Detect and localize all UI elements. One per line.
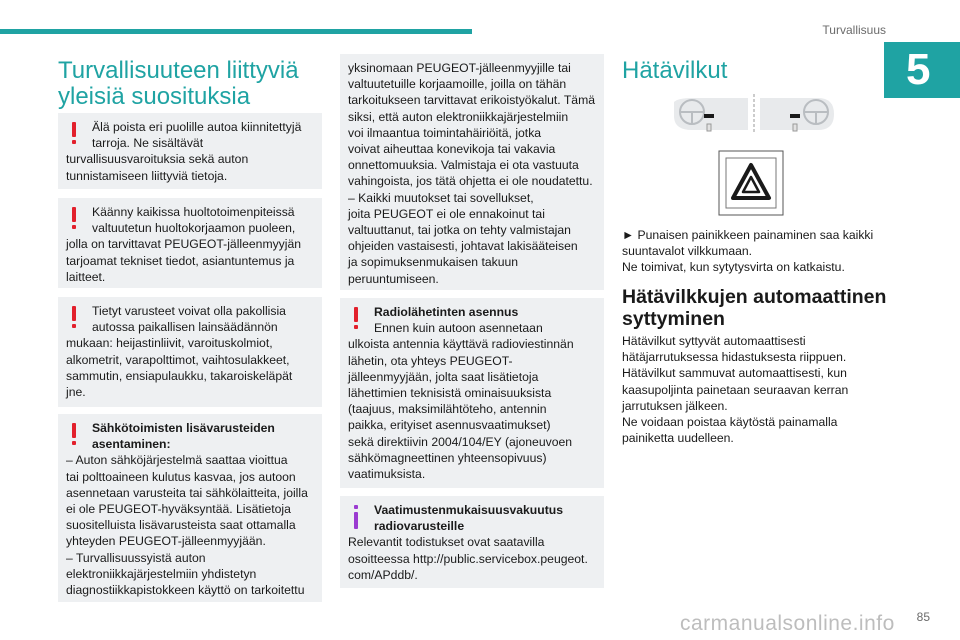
dashboard-location-illustration (672, 94, 836, 134)
chapter-tab: 5 (884, 42, 960, 98)
hazard-lights-instructions: ► Punaisen painikkeen painaminen saa kaikki suuntavalot vilkkumaan. Ne toimivat, kun sytytysvirta on katkaistu. (622, 228, 874, 275)
watermark: carmanualsonline.info (680, 612, 895, 635)
hazard-lights-title: Hätävilkut (622, 57, 728, 84)
automatic-activation-heading: Hätävilkkujen automaattinen syttyminen (622, 286, 887, 330)
section-title: Turvallisuuteen liittyviä yleisiä suosituksia (58, 57, 299, 110)
warning-box-stickers: Älä poista eri puolille autoa kiinnitettyjä tarroja. Ne sisältävät turvallisuusvaroituksia sekä auton tunnistamiseen liittyviä tietoja. (58, 113, 322, 189)
info-box-declaration-of-conformity: Vaatimustenmukaisuusvakuutus radiovarusteille Relevantit todistukset ovat saatavilla osoitteessa http://public.servicebox.peugeot. com/APddb/. (340, 496, 604, 588)
automatic-activation-text: Hätävilkut syttyvät automaattisesti hätäjarrutuksessa hidastuksesta riippuen. Hätävilkut sammuvat automaattisesti, kun kaasupoljinta painetaan seuraavan kerran jarrutuksen jälkeen. Ne voidaan poistaa käytöstä painamalla painiketta uudelleen. (622, 334, 849, 446)
info-icon (352, 505, 360, 529)
hazard-warning-button-icon (718, 150, 784, 216)
warning-icon (352, 307, 360, 331)
header-accent-bar (0, 29, 472, 34)
warning-box-service: Käänny kaikissa huoltotoimenpiteissä valtuutetun huoltokorjaamon puoleen, jolla on tarvittavat PEUGEOT-jälleenmyyjän tarjoamat tekniset tiedot, asiantuntemus ja laitteet. (58, 198, 322, 288)
warning-icon (70, 207, 78, 231)
warning-icon (70, 306, 78, 330)
page-number: 85 (916, 610, 930, 624)
warning-box-mandatory-equipment: Tietyt varusteet voivat olla pakollisia autossa paikallisen lainsäädännön mukaan: heijastinliivit, varoituskolmiot, alkometrit, varapolttimot, vaihtosulakkeet, sammutin, ensiapulaukku, takaroiskeläpät jne. (58, 297, 322, 407)
warning-box-continued: yksinomaan PEUGEOT-jälleenmyyjille tai valtuutetuille korjaamoille, joilla on tähän tarkoitukseen tarvittavat erikoistyökalut. Tämä siksi, että auton elektroniikkajärjestelmiin voi ilmaantua toimintahäiriöitä, jotka voivat aiheuttaa konevikoja tai vakavia onnettomuuksia. Valmistaja ei ota vastuuta vahingoista, jos tätä ohjetta ei ole noudatettu. – Kaikki muutokset tai sovellukset, joita PEUGEOT ei ole ennakoinut tai valtuuttanut, tai jotka on tehty valmistajan ohjeiden vastaisesti, johtavat lakisääteisen ja sopimuksenmukaisen takuun peruuntumiseen. (340, 54, 604, 290)
warning-box-electrical-accessories: Sähkötoimisten lisävarusteiden asentaminen: – Auton sähköjärjestelmä saattaa vioittua tai polttoaineen kulutus kasvaa, jos autoon asennetaan varusteita tai sähkölaitteita, joilla ei ole PEUGEOT-hyväksyntää. Lisätietoja suositelluista lisävarusteista saat ottamalla yhteyden PEUGEOT-jälleenmyyjään. – Turvallisuussyistä auton elektroniikkajärjestelmiin yhdistetyn diagnostiikkapistokkeen käyttö on tarkoitettu (58, 414, 322, 602)
warning-icon (70, 423, 78, 447)
warning-box-radio-transmitters: Radiolähetinten asennus Ennen kuin autoon asennetaan ulkoista antennia käyttävä radioviestinnän lähetin, ota yhteys PEUGEOT- jälleenmyyjään, jolta saat lisätietoja lähettimien teknisistä ominaisuuksista (taajuus, maksimilähtöteho, antennin paikka, erityiset asennusvaatimukset) sekä direktiivin 2004/104/EY (ajoneuvoen sähkömagneettinen yhteensopivuus) vaatimuksista. (340, 298, 604, 488)
warning-icon (70, 122, 78, 146)
running-header: Turvallisuus (822, 23, 886, 37)
